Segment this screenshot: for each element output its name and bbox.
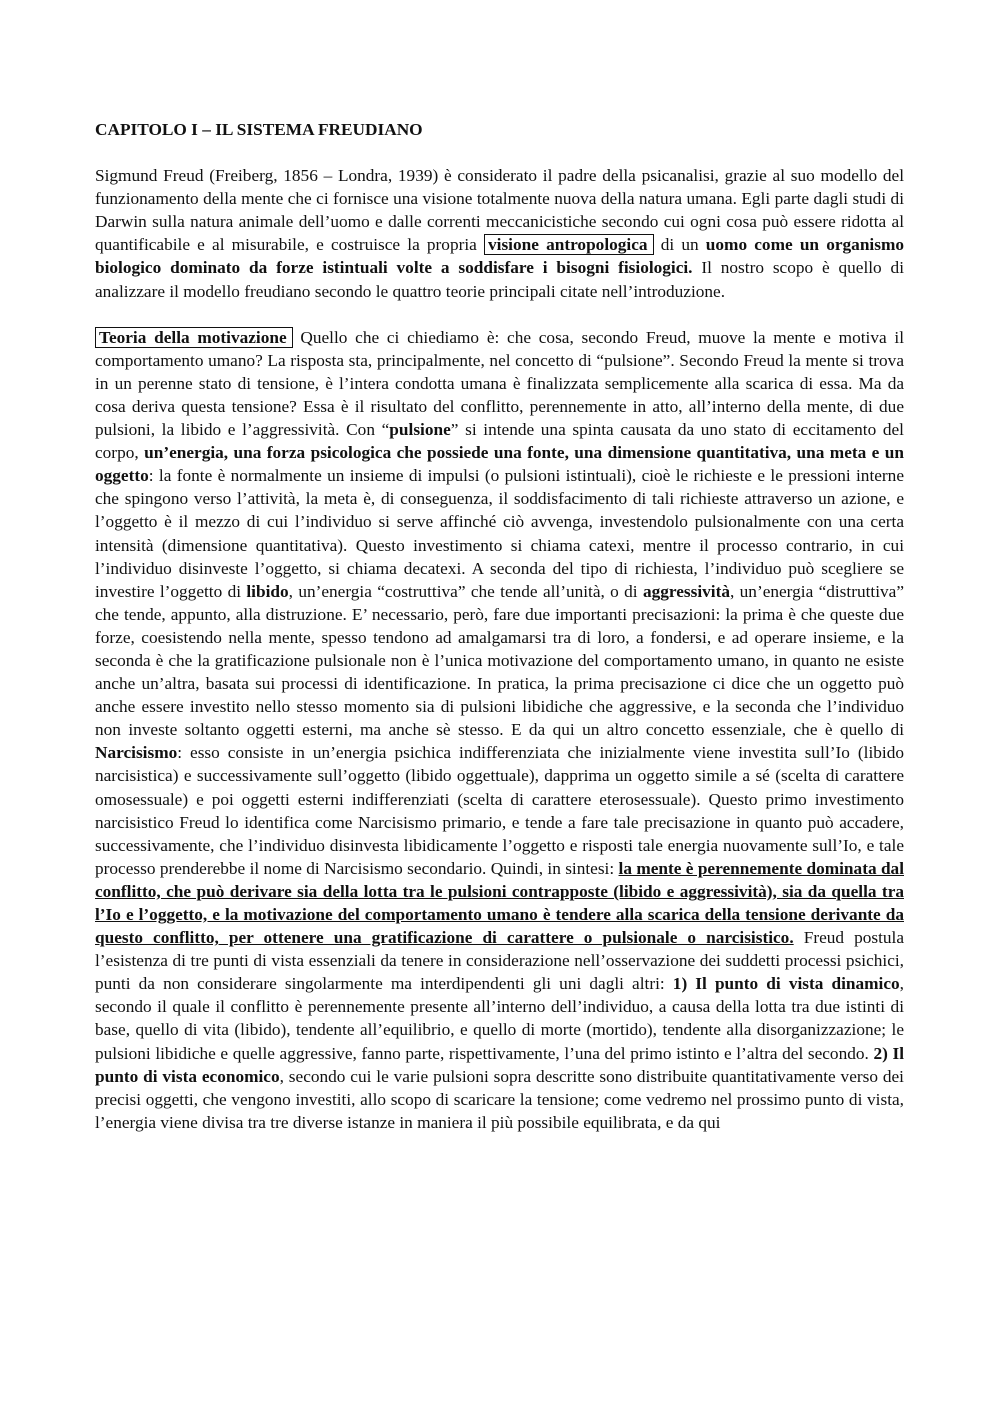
underlined-summary: la mente è perennemente dominata dal conflitto, che può derivare sia della lotta tra le pulsioni contrapposte (libido e aggressività), sia da quella tra l’Io e l’oggetto, e la motivazione del comportamento umano è tendere alla scarica della tensione derivante da questo conflitto, per ottenere una gratificazione di carattere o pulsionale o narcisistico. xyxy=(95,858,904,948)
motivation-text-5: , un’energia “distruttiva” che tende, appunto, alla distruzione. E’ necessario, però, fare due importanti precisazioni: la prima è che queste due forze, coesistendo nella mente, spesso tendono ad amalgamarsi tra di loro, a fondersi, e ad operare insieme, e la seconda è che la gratificazione pulsionale non è l’unica motivazione del comportamento umano, in quanto ne esiste anche un’altra, basata sui processi di identificazione. In pratica, la prima precisazione ci dice che un oggetto può anche essere investito nello stesso momento sia di pulsioni libidiche che aggressive, e la seconda che l’individuo non investe soltanto oggetti esterni, ma anche sè stesso. E da qui un altro concetto essenziale, che è quello di xyxy=(95,581,904,740)
bold-term-narcisismo: Narcisismo xyxy=(95,743,178,763)
motivation-text-2: ” si intende una spinta causata da uno stato di eccitamento del corpo, xyxy=(95,420,904,463)
bold-term-aggressivita: aggressività xyxy=(642,581,730,601)
bold-definition-energia: un’energia, una forza psicologica che possiede una fonte, una dimensione quantitativa, una meta e un oggetto xyxy=(95,443,904,486)
chapter-title: CAPITOLO I – IL SISTEMA FREUDIANO xyxy=(95,120,423,139)
motivation-text-1: Quello che ci chiediamo è: che cosa, secondo Freud, muove la mente e motiva il comportamento umano? La risposta sta, principalmente, nel concetto di “pulsione”. Secondo Freud la mente si trova in un perenne stato di tensione, è l’intera condotta umana è finalizzata semplicemente alla scarica di essa. Ma da cosa deriva questa tensione? Essa è il risultato del conflitto, perennemente in atto, all’interno della mente, di due pulsioni, la libido e l’aggressività. Con “ xyxy=(95,327,904,440)
bold-term-pulsione: pulsione xyxy=(389,420,451,440)
motivation-text-7: Freud postula l’esistenza di tre punti di vista essenziali da tenere in considerazione nell’osservazione dei suddetti processi psichici, punti da non considerare singolarmente ma interdipendenti gli uni dagli altri: xyxy=(95,928,904,994)
intro-bold-statement: uomo come un organismo biologico dominato da forze istintuali volte a soddisfare i bisogni fisiologici. xyxy=(95,235,904,278)
motivation-text-6: : esso consiste in un’energia psichica indifferenziata che inizialmente viene investita sull’Io (libido narcisistica) e successivamente sull’oggetto (libido oggettuale), dapprima un oggetto simile a sé (scelta di carattere omosessuale) e poi oggetti esterni indifferenziati (scelta di carattere eterosessuale). Questo primo investimento narcisistico Freud lo identifica come Narcisismo primario, e tende a fare tale precisazione in quanto può accadere, successivamente, che l’individuo disinvesta libidicamente l’oggetto e risposti tale energia nuovamente sull’Io, e tale processo prenderebbe il nome di Narcisismo secondario. Quindi, in sintesi: xyxy=(95,743,904,878)
boxed-term-teoria-motivazione: Teoria della motivazione xyxy=(95,327,293,348)
intro-text-1: Sigmund Freud (Freiberg, 1856 – Londra, 1939) è considerato il padre della psicanalisi, grazie al suo modello del funzionamento della mente che ci fornisce una visione totalmente nuova della natura umana. Egli parte dagli studi di Darwin sulla natura animale dell’uomo e dalle correnti meccanicistiche secondo cui ogni cosa può essere ridotta al quantificabile e al misurabile, e costruisce la propria xyxy=(95,166,904,255)
intro-text-2: di un xyxy=(653,235,706,255)
boxed-term-visione-antropologica: visione antropologica xyxy=(484,234,654,255)
document-page xyxy=(95,118,904,1157)
motivation-text-8: , secondo il quale il conflitto è perennemente presente all’interno dell’individuo, a causa della lotta tra due istinti di base, quello di vita (libido), tendente all’equilibrio, e quello di morte (mortido), tendente alla disorganizzazione; le pulsioni libidiche e quelle aggressive, fanno parte, rispettivamente, l’una del primo istinto e l’altra del secondo. xyxy=(95,974,904,1063)
bold-point-dinamico: 1) Il punto di vista dinamico xyxy=(672,974,900,994)
bold-point-economico: 2) Il punto di vista economico xyxy=(95,1043,904,1086)
intro-text-3: Il nostro scopo è quello di analizzare il modello freudiano secondo le quattro teorie principali citate nell’introduzione. xyxy=(95,258,904,301)
intro-paragraph xyxy=(95,164,904,303)
bold-term-libido: libido xyxy=(246,581,289,601)
motivation-text-3: : la fonte è normalmente un insieme di impulsi (o pulsioni istintuali), cioè le richieste e le pressioni interne che spingono verso l’attività, la meta è, di conseguenza, il soddisfacimento di tali richieste attraverso un azione, e l’oggetto è il mezzo di cui l’individuo si serve affinché ciò avvenga, investendolo pulsionalmente con una certa intensità (dimensione quantitativa). Questo investimento si chiama catexi, mentre il processo contrario, in cui l’individuo disinveste l’oggetto, si chiama decatexi. A seconda del tipo di richiesta, l’individuo può scegliere se investire l’oggetto di xyxy=(95,466,904,601)
motivation-paragraph xyxy=(95,326,904,1134)
motivation-text-4: , un’energia “costruttiva” che tende all’unità, o di xyxy=(288,581,643,601)
motivation-text-9: , secondo cui le varie pulsioni sopra descritte sono distribuite quantitativamente verso dei precisi oggetti, che vengono investiti, allo scopo di scaricare la tensione; come vedremo nel prossimo punto di vista, l’energia viene divisa tra tre diverse istanze in maniera il più possibile equilibrata, e da qui xyxy=(95,1066,904,1132)
